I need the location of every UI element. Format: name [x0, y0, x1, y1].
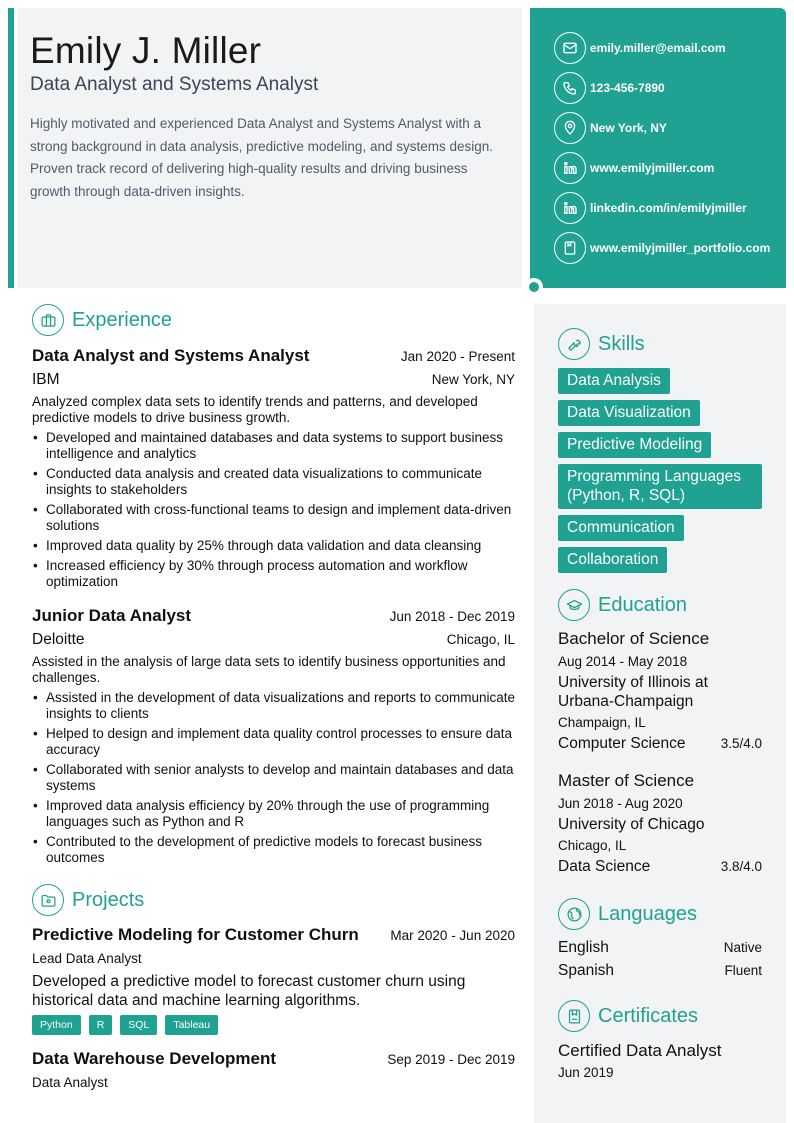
edu-dates: Jun 2018 - Aug 2020 — [558, 796, 683, 811]
edu-city: Chicago, IL — [558, 838, 627, 853]
education-item — [558, 629, 762, 753]
project-tags — [32, 1015, 515, 1035]
edu-city: Champaign, IL — [558, 715, 646, 730]
experience-heading — [32, 304, 172, 336]
language-level: Fluent — [724, 963, 762, 978]
project-description: Developed a predictive model to forecast customer churn using historical data and machine learning algorithms. — [32, 973, 466, 1009]
language-row — [558, 939, 762, 957]
certificate-date: Jun 2019 — [558, 1065, 614, 1080]
folder-icon — [32, 884, 64, 916]
candidate-title: Data Analyst and Systems Analyst — [30, 74, 319, 95]
languages-heading — [558, 898, 697, 930]
project-item — [32, 925, 515, 1035]
projects-heading-text: Projects — [72, 888, 145, 911]
contact-location — [554, 112, 667, 144]
project-role: Data Analyst — [32, 1075, 108, 1090]
language-name: English — [558, 939, 609, 956]
skill-chip: Communication — [558, 515, 684, 541]
graduation-cap-icon — [558, 589, 590, 621]
decorative-dot — [525, 278, 543, 296]
edu-dates: Aug 2014 - May 2018 — [558, 654, 688, 669]
language-row — [558, 962, 762, 980]
contact-website[interactable] — [554, 152, 714, 184]
bullet-item: • Improved data quality by 25% through data validation and data cleansing — [32, 538, 515, 554]
job-description: Assisted in the analysis of large data sets to identify business opportunities and challenges. — [32, 654, 506, 685]
job-description: Analyzed complex data sets to identify trends and patterns, and developed predictive models to drive business growth. — [32, 394, 478, 425]
contact-email-text: emily.miller@email.com — [590, 41, 726, 55]
language-name: Spanish — [558, 962, 615, 979]
project-dates: Sep 2019 - Dec 2019 — [387, 1052, 515, 1067]
contact-location-text: New York, NY — [590, 121, 667, 135]
contact-portfolio-text: www.emilyjmiller_portfolio.com — [590, 241, 771, 255]
envelope-icon — [554, 32, 586, 64]
language-level: Native — [723, 940, 762, 955]
bullet-item: • Developed and maintained databases and data systems to support business intelligence and analytics — [32, 430, 515, 462]
skill-chip: Data Visualization — [558, 400, 700, 426]
accent-bar — [8, 8, 14, 288]
tag-chip: Tableau — [165, 1015, 218, 1035]
skills-list — [558, 368, 762, 579]
portfolio-icon — [554, 232, 586, 264]
edu-school: University of Illinois at Urbana-Champaign — [558, 674, 708, 710]
contact-website-text: www.emilyjmiller.com — [590, 161, 715, 175]
tag-chip: Python — [32, 1015, 81, 1035]
sidebar-panel — [534, 304, 786, 1123]
job-location: Chicago, IL — [446, 632, 515, 647]
contact-linkedin[interactable] — [554, 192, 747, 224]
certificates-heading — [558, 1000, 698, 1032]
education-heading-text: Education — [598, 593, 687, 616]
languages-heading-text: Languages — [598, 902, 697, 925]
skill-chip: Collaboration — [558, 547, 667, 573]
job-title: Junior Data Analyst — [32, 606, 192, 625]
linkedin-icon — [554, 152, 586, 184]
wrench-icon — [558, 328, 590, 360]
job-company: Deloitte — [32, 631, 85, 648]
certificate-name: Certified Data Analyst — [558, 1041, 722, 1060]
skills-heading — [558, 328, 645, 360]
bullet-item: • Conducted data analysis and created data visualizations to communicate insights to stakeholders — [32, 466, 515, 498]
skill-chip: Programming Languages (Python, R, SQL) — [558, 464, 762, 509]
edu-degree: Master of Science — [558, 771, 695, 790]
skill-chip: Predictive Modeling — [558, 432, 711, 458]
bullet-item: • Assisted in the development of data visualizations and reports to communicate insights to clients — [32, 690, 515, 722]
experience-job — [32, 346, 515, 594]
contact-phone-text: 123-456-7890 — [590, 81, 665, 95]
linkedin-icon — [554, 192, 586, 224]
bullet-item: • Contributed to the development of predictive models to forecast business outcomes — [32, 834, 515, 866]
job-title: Data Analyst and Systems Analyst — [32, 346, 310, 365]
candidate-name: Emily J. Miller — [30, 30, 262, 71]
edu-degree: Bachelor of Science — [558, 629, 710, 648]
bullet-item: • Increased efficiency by 30% through process automation and workflow optimization — [32, 558, 515, 590]
job-company: IBM — [32, 371, 60, 388]
project-title: Predictive Modeling for Customer Churn — [32, 925, 359, 944]
job-dates: Jan 2020 - Present — [400, 349, 515, 364]
briefcase-icon — [32, 304, 64, 336]
edu-school: University of Chicago — [558, 816, 705, 833]
bullet-item: • Collaborated with cross-functional teams to design and implement data-driven solutions — [32, 502, 515, 534]
certificates-heading-text: Certificates — [598, 1004, 699, 1027]
job-bullets — [32, 690, 515, 866]
skills-heading-text: Skills — [598, 332, 645, 355]
edu-gpa: 3.8/4.0 — [720, 859, 762, 874]
bullet-item: • Collaborated with senior analysts to develop and maintain databases and data systems — [32, 762, 515, 794]
education-heading — [558, 589, 687, 621]
project-role: Lead Data Analyst — [32, 951, 142, 966]
projects-heading — [32, 884, 144, 916]
skill-chip: Data Analysis — [558, 368, 670, 394]
project-title: Data Warehouse Development — [32, 1049, 277, 1068]
job-bullets — [32, 430, 515, 590]
edu-gpa: 3.5/4.0 — [720, 736, 762, 751]
job-dates: Jun 2018 - Dec 2019 — [389, 609, 515, 624]
contact-portfolio[interactable] — [554, 232, 770, 264]
globe-icon — [558, 898, 590, 930]
experience-heading-text: Experience — [72, 308, 173, 331]
tag-chip: SQL — [120, 1015, 157, 1035]
location-pin-icon — [554, 112, 586, 144]
header-panel — [18, 8, 522, 288]
phone-icon — [554, 72, 586, 104]
bullet-item: • Helped to design and implement data quality control processes to ensure data accuracy — [32, 726, 515, 758]
project-dates: Mar 2020 - Jun 2020 — [390, 928, 515, 943]
contact-phone[interactable] — [554, 72, 665, 104]
edu-field: Data Science — [558, 858, 651, 875]
education-item — [558, 771, 762, 876]
contact-linkedin-text: linkedin.com/in/emilyjmiller — [590, 201, 747, 215]
tag-chip: R — [89, 1015, 113, 1035]
bullet-item: • Improved data analysis efficiency by 20% through the use of programming languages such as Python and R — [32, 798, 515, 830]
project-item — [32, 1049, 515, 1090]
certificate-icon — [558, 1000, 590, 1032]
contact-email[interactable] — [554, 32, 726, 64]
job-location: New York, NY — [431, 372, 515, 387]
edu-field: Computer Science — [558, 735, 686, 752]
summary-text: Highly motivated and experienced Data Analyst and Systems Analyst with a strong background in data analysis, predictive modeling, and systems design. Proven track record of delivering high-quality results and driving business growth through data-driven insights. — [30, 116, 494, 199]
experience-job — [32, 606, 515, 870]
contact-panel — [530, 8, 786, 288]
